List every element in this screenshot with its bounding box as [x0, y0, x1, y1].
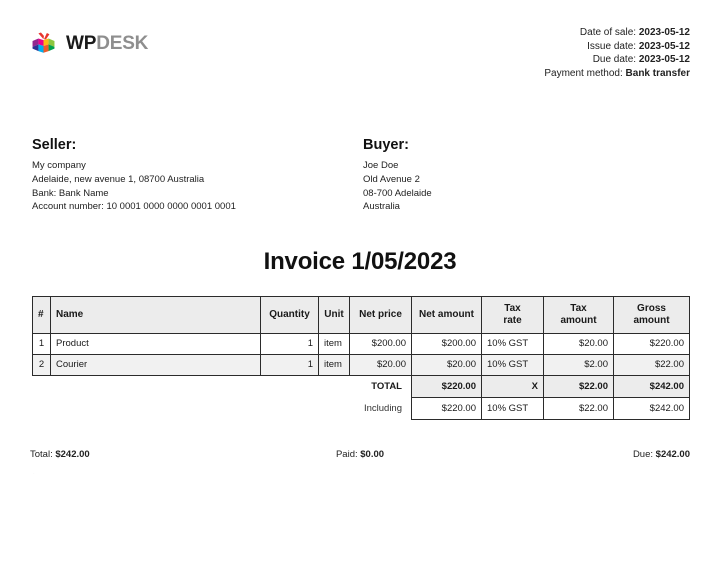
column-header-tax-rate-line1: Tax: [504, 303, 521, 314]
cell-tax-rate: 10% GST: [482, 355, 544, 376]
spacer-cell: [33, 398, 51, 420]
cell-index: 2: [33, 355, 51, 376]
meta-date-of-sale: [544, 26, 690, 40]
page-title: Invoice 1/05/2023: [263, 248, 457, 275]
column-header-tax-amount: [544, 297, 614, 334]
spacer-cell: [261, 376, 319, 398]
seller-line: Adelaide, new avenue 1, 08700 Australia: [32, 173, 205, 185]
column-header-tax-amount-line2: amount: [560, 315, 597, 326]
column-header-unit: Unit: [319, 297, 350, 334]
brand-wordmark: [66, 34, 148, 53]
spacer-cell: [33, 376, 51, 398]
brand-logo: [30, 30, 148, 57]
meta-issue-date: [544, 40, 690, 54]
spacer-cell: [261, 398, 319, 420]
column-header-gross-amount-line1: Gross: [637, 303, 666, 314]
invoice-items-table: [32, 296, 690, 420]
cell-net-amount: $20.00: [412, 355, 482, 376]
including-gross-amount: $242.00: [614, 398, 690, 420]
including-tax-amount: $22.00: [544, 398, 614, 420]
total-tax-amount: $22.00: [544, 376, 614, 398]
spacer-cell: [51, 398, 261, 420]
cell-net-price: $20.00: [350, 355, 412, 376]
cell-net-amount: $200.00: [412, 334, 482, 355]
invoice-meta: [544, 26, 690, 80]
column-header-tax-rate: [482, 297, 544, 334]
table-row: [33, 334, 690, 355]
total-label: TOTAL: [371, 380, 402, 392]
footer-due-value: $242.00: [655, 449, 690, 460]
spacer-cell: [319, 376, 350, 398]
brand-name-light: DESK: [96, 33, 149, 54]
seller-line: Bank: Bank Name: [32, 187, 109, 199]
seller-line: My company: [32, 159, 86, 171]
invoice-items-table-wrap: [32, 296, 689, 420]
cell-unit: item: [319, 334, 350, 355]
column-header-net-amount: Net amount: [412, 297, 482, 334]
page-bottom-mark: .: [33, 470, 35, 476]
cell-tax-rate: 10% GST: [482, 334, 544, 355]
column-header-net-price: Net price: [350, 297, 412, 334]
buyer-line: Joe Doe: [363, 159, 399, 171]
buyer-block: [363, 138, 432, 214]
column-header-quantity: Quantity: [261, 297, 319, 334]
table-including-row: [33, 398, 690, 420]
cell-name: Courier: [51, 355, 261, 376]
wpdesk-logo-icon: [30, 30, 57, 57]
total-net-amount: $220.00: [412, 376, 482, 398]
meta-issue-date-value: 2023-05-12: [638, 40, 690, 52]
footer-totals: [30, 449, 690, 465]
footer-paid: [336, 449, 384, 460]
column-header-tax-amount-line1: Tax: [570, 303, 587, 314]
column-header-gross-amount: [614, 297, 690, 334]
footer-due: [633, 449, 690, 460]
table-row: [33, 355, 690, 376]
meta-date-of-sale-label: Date of sale:: [579, 27, 637, 38]
cell-tax-amount: $2.00: [544, 355, 614, 376]
column-header-name: Name: [51, 297, 261, 334]
meta-issue-date-label: Issue date:: [587, 40, 637, 52]
buyer-line: 08-700 Adelaide: [363, 187, 432, 199]
including-tax-rate: 10% GST: [482, 398, 544, 420]
including-label: Including: [350, 398, 412, 420]
seller-heading: Seller:: [32, 137, 77, 153]
footer-paid-value: $0.00: [360, 449, 385, 460]
cell-unit: item: [319, 355, 350, 376]
meta-due-date-value: 2023-05-12: [638, 54, 690, 65]
buyer-heading: Buyer:: [363, 137, 409, 153]
spacer-cell: [51, 376, 261, 398]
table-total-row: [33, 376, 690, 398]
cell-index: 1: [33, 334, 51, 355]
including-net-amount: $220.00: [412, 398, 482, 420]
cell-quantity: 1: [261, 355, 319, 376]
footer-total-value: $242.00: [55, 449, 90, 460]
meta-payment-method-value: Bank transfer: [625, 67, 690, 79]
buyer-line: Australia: [363, 201, 400, 213]
seller-block: [32, 138, 236, 214]
meta-date-of-sale-value: 2023-05-12: [638, 27, 690, 38]
meta-payment-method: [544, 67, 690, 81]
meta-due-date: [544, 53, 690, 67]
buyer-line: Old Avenue 2: [363, 173, 420, 185]
meta-payment-method-label: Payment method:: [544, 67, 623, 79]
table-header: [33, 297, 690, 334]
cell-gross-amount: $220.00: [614, 334, 690, 355]
spacer-cell: [319, 398, 350, 420]
column-header-gross-amount-line2: amount: [633, 315, 670, 326]
footer-total-label: Total:: [30, 449, 53, 460]
column-header-tax-rate-line2: rate: [503, 315, 522, 326]
total-tax-rate: X: [482, 376, 544, 398]
cell-quantity: 1: [261, 334, 319, 355]
footer-due-label: Due:: [632, 449, 654, 460]
cell-net-price: $200.00: [350, 334, 412, 355]
seller-line: Account number: 10 0001 0000 0000 0001 0001: [32, 201, 236, 213]
invoice-header: [30, 26, 690, 90]
table-header-row: [33, 297, 690, 334]
cell-gross-amount: $22.00: [614, 355, 690, 376]
cell-name: Product: [51, 334, 261, 355]
column-header-index: #: [33, 297, 51, 334]
cell-tax-amount: $20.00: [544, 334, 614, 355]
total-gross-amount: $242.00: [614, 376, 690, 398]
table-body: [33, 334, 690, 420]
footer-paid-label: Paid:: [335, 449, 358, 460]
meta-due-date-label: Due date:: [592, 54, 637, 65]
brand-name-bold: WP: [66, 33, 97, 54]
footer-total: [30, 449, 90, 460]
